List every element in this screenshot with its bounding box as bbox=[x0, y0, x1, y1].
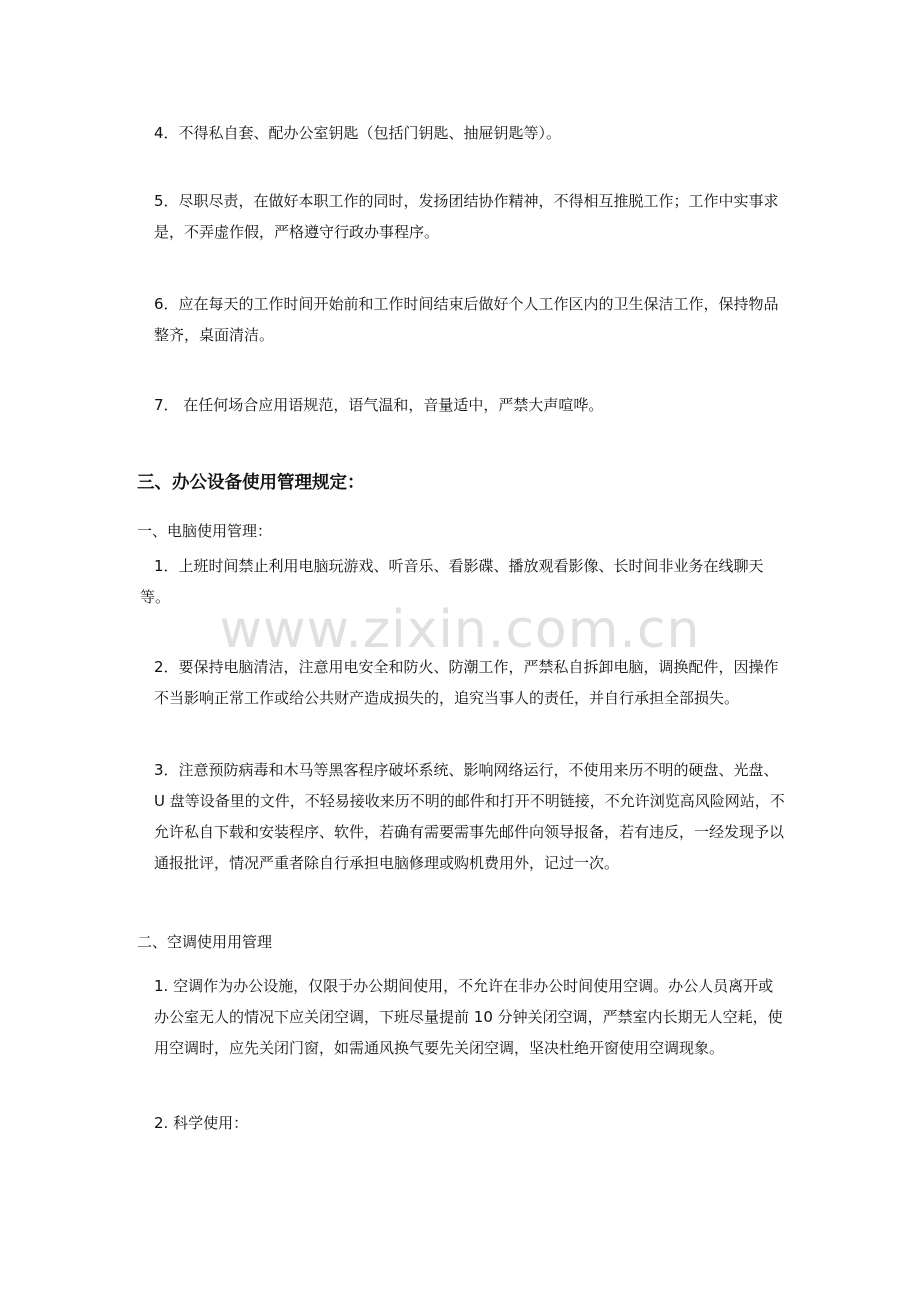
rule-item-5: 5．尽职尽责，在做好本职工作的同时，发扬团结协作精神，不得相互推脱工作；工作中实事求是，不弄虚作假，严格遵守行政办事程序。 bbox=[154, 192, 779, 241]
aircon-item-1: 1. 空调作为办公设施，仅限于办公期间使用，不允许在非办公时间使用空调。办公人员离开或办公室无人的情况下应关闭空调，下班尽量提前 10 分钟关闭空调，严禁室内长期无人空耗，使用空调时，应先关闭门窗，如需通风换气要先关闭空调，坚决杜绝开窗使用空调现象。 bbox=[154, 977, 783, 1057]
aircon-section-heading: 二、空调使用用管理 bbox=[137, 933, 273, 951]
computer-item-1-line1: 1．上班时间禁止利用电脑玩游戏、听音乐、看影碟、播放观看影像、长时间非业务在线聊天 bbox=[154, 557, 764, 575]
aircon-item-2: 2. 科学使用： bbox=[154, 1114, 249, 1132]
computer-item-3: 3．注意预防病毒和木马等黑客程序破坏系统、影响网络运行，不使用来历不明的硬盘、光盘、U 盘等设备里的文件，不轻易接收来历不明的邮件和打开不明链接，不允许浏览高风险网站，不允许私自下载和安装程序、软件，若确有需要需事先邮件向领导报备，若有违反，一经发现予以通报批评，情况严重者除自行承担电脑修理或购机费用外，记过一次。 bbox=[154, 761, 785, 872]
rule-item-7: 7． 在任何场合应用语规范，语气温和，音量适中，严禁大声喧哗。 bbox=[154, 396, 604, 414]
watermark-text: www.zixin.com.cn bbox=[219, 600, 701, 660]
rule-item-4: 4．不得私自套、配办公室钥匙（包括门钥匙、抽屉钥匙等）。 bbox=[154, 124, 562, 142]
section-3-title: 三、办公设备使用管理规定： bbox=[137, 473, 365, 493]
computer-item-1-line2: 等。 bbox=[140, 588, 171, 606]
computer-item-2: 2．要保持电脑清洁，注意用电安全和防火、防潮工作，严禁私自拆卸电脑，调换配件，因操作不当影响正常工作或给公共财产造成损失的，追究当事人的责任，并自行承担全部损失。 bbox=[154, 658, 779, 707]
computer-section-heading: 一、电脑使用管理： bbox=[137, 522, 273, 540]
computer-item-1 bbox=[154, 551, 786, 582]
rule-item-6: 6．应在每天的工作时间开始前和工作时间结束后做好个人工作区内的卫生保洁工作，保持物品整齐，桌面清洁。 bbox=[154, 295, 779, 344]
